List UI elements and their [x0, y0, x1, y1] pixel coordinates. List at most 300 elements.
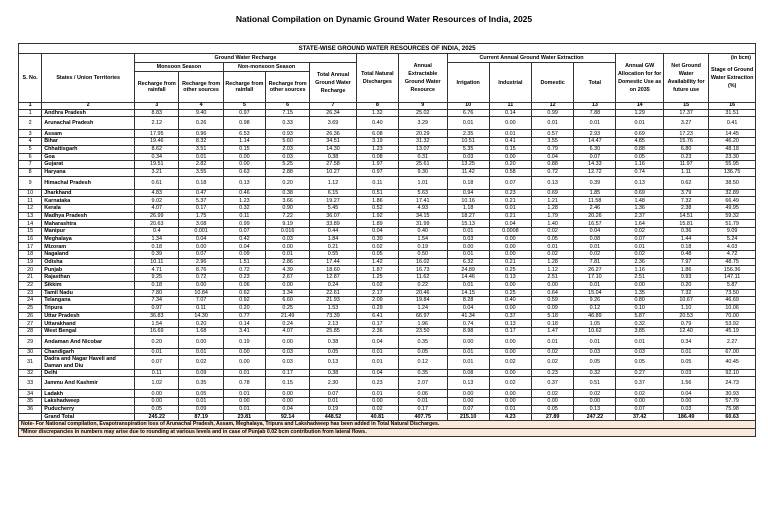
header-nonmonsoon: Non-monsoon Season [223, 63, 310, 72]
value-cell: 1.14 [223, 138, 265, 146]
value-cell: 0.39 [135, 251, 179, 259]
serial-cell: 14 [19, 220, 42, 228]
state-name-cell: Assam [42, 130, 135, 138]
value-cell: 0.07 [574, 153, 616, 161]
value-cell: 2.88 [266, 168, 310, 176]
serial-cell: 13 [19, 212, 42, 220]
value-cell: 14.45 [709, 130, 756, 138]
value-cell: 3.85 [616, 327, 664, 335]
value-cell: 0.17 [266, 369, 310, 377]
value-cell: 0.05 [616, 356, 664, 369]
value-cell: 66.49 [709, 197, 756, 205]
column-number: 6 [266, 103, 310, 110]
value-cell: 0.05 [399, 348, 448, 356]
value-cell: 0.01 [532, 335, 574, 348]
state-name-cell: Uttarakhand [42, 320, 135, 328]
value-cell: 0.18 [447, 176, 489, 189]
value-cell: 0.01 [356, 356, 398, 369]
value-cell: 23.50 [399, 327, 448, 335]
value-cell: 0.32 [574, 369, 616, 377]
value-cell: 23.30 [709, 153, 756, 161]
value-cell: 0.02 [356, 405, 398, 413]
value-cell: 16.73 [399, 266, 448, 274]
header-monsoon: Monsoon Season [135, 63, 224, 72]
state-name-cell: Ladakh [42, 390, 135, 398]
value-cell: 0.55 [310, 251, 356, 259]
value-cell: 0.04 [447, 304, 489, 312]
value-cell: 15.76 [663, 138, 708, 146]
value-cell: 5.35 [447, 145, 489, 153]
table-row [19, 109, 756, 117]
table-row [19, 390, 756, 398]
state-name-cell: West Bengal [42, 327, 135, 335]
state-name-cell: Punjab [42, 266, 135, 274]
value-cell: 0.35 [399, 335, 448, 348]
value-cell: 0.78 [223, 377, 265, 390]
value-cell: 3.19 [356, 138, 398, 146]
value-cell: 10.11 [135, 258, 179, 266]
value-cell: 5.25 [266, 161, 310, 169]
value-cell: 0.04 [356, 369, 398, 377]
state-name-cell: Arunachal Pradesh [42, 117, 135, 130]
table-row [19, 398, 756, 406]
value-cell: 0.18 [179, 176, 223, 189]
value-cell: 0.00 [266, 243, 310, 251]
value-cell: 1.23 [223, 197, 265, 205]
value-cell: 0.01 [223, 405, 265, 413]
table-row [19, 304, 756, 312]
value-cell: 0.18 [135, 281, 179, 289]
value-cell: 0.03 [447, 153, 489, 161]
value-cell: 14.33 [574, 161, 616, 169]
serial-cell: 22 [19, 281, 42, 289]
value-cell: 6.80 [663, 145, 708, 153]
value-cell: 0.52 [356, 204, 398, 212]
value-cell: 7.97 [663, 258, 708, 266]
value-cell: 31.51 [709, 109, 756, 117]
value-cell: 40.45 [709, 356, 756, 369]
value-cell: 0.01 [447, 228, 489, 236]
value-cell: 0.40 [356, 117, 398, 130]
value-cell: 147.11 [709, 274, 756, 282]
value-cell: 0.25 [266, 304, 310, 312]
table-row [19, 251, 756, 259]
value-cell: 0.14 [489, 109, 531, 117]
state-name-cell: Kerala [42, 204, 135, 212]
value-cell: 0.57 [532, 130, 574, 138]
value-cell: 73.50 [709, 289, 756, 297]
value-cell: 0.00 [489, 335, 531, 348]
value-cell: 11.97 [663, 161, 708, 169]
value-cell: 0.20 [663, 281, 708, 289]
value-cell: 2.46 [574, 204, 616, 212]
value-cell: 0.02 [356, 281, 398, 289]
serial-cell: 35 [19, 398, 42, 406]
value-cell: 0.19 [223, 335, 265, 348]
table-row [19, 204, 756, 212]
value-cell: 7.32 [663, 289, 708, 297]
value-cell: 0.07 [616, 235, 664, 243]
value-cell: 0.01 [447, 251, 489, 259]
grand-total-cell: 4.23 [489, 413, 531, 421]
value-cell: 1.12 [532, 266, 574, 274]
state-name-cell: Meghalaya [42, 235, 135, 243]
header-allocation: Annual GW Allocation for for Domestic Use as on 2035 [616, 54, 664, 103]
value-cell: 0.50 [399, 251, 448, 259]
value-cell: 34.15 [399, 212, 448, 220]
value-cell: 5.24 [709, 235, 756, 243]
value-cell: 0.64 [532, 289, 574, 297]
column-number: 11 [489, 103, 531, 110]
value-cell: 0.01 [489, 405, 531, 413]
value-cell: 8.28 [447, 297, 489, 305]
value-cell: 46.20 [709, 138, 756, 146]
value-cell: 7.15 [266, 109, 310, 117]
value-cell: 0.06 [399, 390, 448, 398]
value-cell: 0.38 [310, 369, 356, 377]
value-cell: 17.10 [574, 274, 616, 282]
value-cell: 0.02 [489, 377, 531, 390]
value-cell: 26.34 [310, 109, 356, 117]
table-row [19, 274, 756, 282]
value-cell: 10.27 [310, 168, 356, 176]
table-row [19, 235, 756, 243]
value-cell: 0.09 [223, 251, 265, 259]
value-cell: 36.83 [135, 312, 179, 320]
value-cell: 0.37 [489, 312, 531, 320]
value-cell: 0.30 [356, 235, 398, 243]
table-row [19, 243, 756, 251]
value-cell: 0.00 [135, 398, 179, 406]
serial-cell: 34 [19, 390, 42, 398]
value-cell: 0.03 [663, 369, 708, 377]
header-states: States / Union Territories [42, 54, 135, 103]
table-row [19, 153, 756, 161]
serial-cell: 36 [19, 405, 42, 413]
value-cell: 20.29 [399, 130, 448, 138]
value-cell: 0.00 [532, 281, 574, 289]
value-cell: 0.10 [616, 304, 664, 312]
header-nonmonsoon-rainfall: Recharge from rainfall [223, 72, 265, 103]
value-cell: 0.00 [489, 390, 531, 398]
serial-cell: 15 [19, 228, 42, 236]
serial-cell: 31 [19, 356, 42, 369]
grand-total-cell: 186.49 [663, 413, 708, 421]
value-cell: 0.00 [447, 243, 489, 251]
value-cell: 13.07 [399, 145, 448, 153]
value-cell: 2.38 [663, 204, 708, 212]
value-cell: 20.46 [399, 289, 448, 297]
serial-cell: 11 [19, 197, 42, 205]
value-cell: 0.00 [266, 335, 310, 348]
value-cell: 75.98 [709, 405, 756, 413]
value-cell: 0.03 [266, 356, 310, 369]
value-cell: 0.23 [489, 189, 531, 197]
value-cell: 0.00 [447, 335, 489, 348]
value-cell: 57.79 [709, 398, 756, 406]
value-cell: 9.26 [574, 297, 616, 305]
table-row [19, 212, 756, 220]
value-cell: 0.00 [489, 281, 531, 289]
value-cell: 0.00 [266, 398, 310, 406]
table-row [19, 228, 756, 236]
value-cell: 0.02 [356, 243, 398, 251]
value-cell: 0.13 [310, 356, 356, 369]
column-number: 10 [447, 103, 489, 110]
state-name-cell: Manipur [42, 228, 135, 236]
value-cell: 0.41 [709, 117, 756, 130]
value-cell: 0.07 [179, 251, 223, 259]
value-cell: 0.00 [266, 390, 310, 398]
value-cell: 2.03 [266, 145, 310, 153]
value-cell: 0.38 [266, 189, 310, 197]
value-cell: 10.16 [447, 197, 489, 205]
value-cell: 0.00 [489, 251, 531, 259]
serial-cell: 29 [19, 335, 42, 348]
value-cell: 1.40 [532, 220, 574, 228]
value-cell: 2.37 [616, 212, 664, 220]
table-container [18, 43, 756, 437]
value-cell: 0.17 [399, 405, 448, 413]
value-cell: 26.99 [135, 212, 179, 220]
value-cell: 0.00 [489, 348, 531, 356]
value-cell: 0.01 [266, 251, 310, 259]
value-cell: 0.62 [663, 176, 708, 189]
header-monsoon-other: Recharge from other sources [179, 72, 223, 103]
table-row [19, 176, 756, 189]
value-cell: 16.57 [574, 220, 616, 228]
value-cell: 1.54 [399, 235, 448, 243]
value-cell: 0.33 [266, 117, 310, 130]
value-cell: 0.05 [135, 405, 179, 413]
value-cell: 6.60 [266, 297, 310, 305]
value-cell: 0.11 [356, 176, 398, 189]
header-irrigation: Irrigation [447, 63, 489, 103]
value-cell: 0.12 [574, 304, 616, 312]
value-cell: 0.93 [266, 130, 310, 138]
serial-cell: 10 [19, 189, 42, 197]
value-cell: 6.30 [574, 145, 616, 153]
value-cell: 3.29 [399, 117, 448, 130]
value-cell: 0.01 [616, 335, 664, 348]
value-cell: 0.02 [574, 251, 616, 259]
state-name-cell: Delhi [42, 369, 135, 377]
value-cell: 1.54 [135, 320, 179, 328]
grand-total-cell: 245.22 [135, 413, 179, 421]
value-cell: 0.74 [447, 320, 489, 328]
value-cell: 0.99 [532, 109, 574, 117]
value-cell: 0.15 [266, 377, 310, 390]
table-row [19, 138, 756, 146]
value-cell: 0.02 [532, 348, 574, 356]
value-cell: 20.26 [574, 212, 616, 220]
value-cell: 0.01 [489, 204, 531, 212]
value-cell: 17.41 [399, 197, 448, 205]
value-cell: 0.36 [663, 228, 708, 236]
value-cell: 0.00 [266, 281, 310, 289]
value-cell: 0.00 [489, 304, 531, 312]
value-cell: 0.27 [616, 369, 664, 377]
value-cell: 1.28 [532, 258, 574, 266]
table-row [19, 189, 756, 197]
value-cell: 0.72 [179, 274, 223, 282]
column-number: 1 [19, 103, 42, 110]
value-cell: 49.95 [709, 204, 756, 212]
note-row [19, 421, 756, 429]
value-cell: 25.61 [399, 161, 448, 169]
table-row [19, 289, 756, 297]
value-cell: 24.73 [709, 377, 756, 390]
serial-cell: 25 [19, 304, 42, 312]
value-cell: 0.77 [223, 312, 265, 320]
value-cell: 0.01 [616, 243, 664, 251]
value-cell: 0.01 [179, 348, 223, 356]
table-caption: STATE-WISE GROUND WATER RESOURCES OF INDIA, 2025 [298, 45, 476, 52]
value-cell: 6.32 [447, 258, 489, 266]
value-cell: 36.07 [310, 212, 356, 220]
value-cell: 12.72 [574, 168, 616, 176]
value-cell: 73.39 [310, 312, 356, 320]
column-number: 13 [574, 103, 616, 110]
value-cell: 0.72 [223, 266, 265, 274]
table-row [19, 281, 756, 289]
serial-cell: 16 [19, 235, 42, 243]
value-cell: 0.01 [135, 348, 179, 356]
value-cell: 0.72 [532, 168, 574, 176]
value-cell: 0.01 [447, 117, 489, 130]
value-cell: 22.61 [310, 289, 356, 297]
value-cell: 0.016 [266, 228, 310, 236]
grand-total-cell: 247.22 [574, 413, 616, 421]
value-cell: 11.62 [399, 274, 448, 282]
value-cell: 0.44 [310, 228, 356, 236]
value-cell: 0.13 [447, 377, 489, 390]
value-cell: 0.02 [532, 251, 574, 259]
state-name-cell: Mizoram [42, 243, 135, 251]
value-cell: 55.95 [709, 161, 756, 169]
value-cell: 8.32 [179, 138, 223, 146]
value-cell: 0.01 [489, 130, 531, 138]
value-cell: 0.01 [574, 117, 616, 130]
value-cell: 3.41 [223, 327, 265, 335]
header-current-extraction: Current Annual Ground Water Extraction [447, 54, 616, 63]
value-cell: 4.71 [135, 266, 179, 274]
value-cell: 0.00 [179, 281, 223, 289]
value-cell: 7.07 [179, 297, 223, 305]
value-cell: 0.01 [223, 390, 265, 398]
value-cell: 0.00 [489, 153, 531, 161]
value-cell: 20.53 [663, 312, 708, 320]
value-cell: 0.35 [179, 377, 223, 390]
value-cell: 1.24 [399, 304, 448, 312]
value-cell: 0.17 [489, 327, 531, 335]
value-cell: 59.32 [709, 212, 756, 220]
value-cell: 9.19 [266, 220, 310, 228]
value-cell: 0.59 [532, 297, 574, 305]
state-name-cell: Rajasthan [42, 274, 135, 282]
value-cell: 2.13 [310, 320, 356, 328]
value-cell: 0.79 [663, 320, 708, 328]
value-cell: 13.25 [447, 161, 489, 169]
value-cell: 3.08 [179, 220, 223, 228]
value-cell: 0.02 [179, 356, 223, 369]
value-cell: 0.03 [266, 348, 310, 356]
value-cell: 0.03 [266, 153, 310, 161]
value-cell: 2.86 [266, 258, 310, 266]
value-cell: 2.09 [356, 297, 398, 305]
value-cell: 17.37 [663, 109, 708, 117]
value-cell: 0.25 [489, 266, 531, 274]
serial-cell: 27 [19, 320, 42, 328]
state-name-cell: Jharkhand [42, 189, 135, 197]
value-cell: 1.34 [135, 235, 179, 243]
grand-total-row [19, 413, 756, 421]
value-cell: 3.55 [179, 168, 223, 176]
value-cell: 0.03 [447, 235, 489, 243]
value-cell: 0.07 [310, 390, 356, 398]
state-name-cell: Uttar Pradesh [42, 312, 135, 320]
value-cell: 46.69 [709, 297, 756, 305]
value-cell: 0.13 [616, 176, 664, 189]
value-cell: 0.34 [663, 335, 708, 348]
value-cell: 26.36 [310, 130, 356, 138]
value-cell: 0.90 [266, 204, 310, 212]
value-cell: 0.01 [179, 398, 223, 406]
value-cell: 12.40 [663, 327, 708, 335]
value-cell: 2.51 [616, 274, 664, 282]
value-cell: 32.89 [709, 189, 756, 197]
value-cell: 0.26 [179, 117, 223, 130]
value-cell: 0.06 [223, 281, 265, 289]
value-cell: 53.92 [709, 320, 756, 328]
column-number: 7 [310, 103, 356, 110]
value-cell: 0.47 [179, 189, 223, 197]
state-name-cell: Tamil Nadu [42, 289, 135, 297]
grand-total-label: Grand Total [42, 413, 135, 421]
value-cell: 0.02 [574, 390, 616, 398]
table-row [19, 145, 756, 153]
value-cell: 4.72 [709, 251, 756, 259]
serial-cell: 2 [19, 117, 42, 130]
value-cell: 0.07 [447, 405, 489, 413]
value-cell: 0.05 [532, 235, 574, 243]
value-cell: 1.47 [532, 327, 574, 335]
value-cell: 0.13 [489, 320, 531, 328]
serial-cell: 24 [19, 297, 42, 305]
value-cell: 3.69 [310, 117, 356, 130]
value-cell: 2.82 [179, 161, 223, 169]
value-cell: 18.60 [310, 266, 356, 274]
value-cell: 0.09 [179, 369, 223, 377]
value-cell: 17.95 [135, 130, 179, 138]
state-name-cell: Sikkim [42, 281, 135, 289]
value-cell: 2.17 [356, 289, 398, 297]
value-cell: 21.49 [266, 312, 310, 320]
serial-cell: 33 [19, 377, 42, 390]
value-cell: 5.45 [310, 204, 356, 212]
state-name-cell: Lakshadweep [42, 398, 135, 406]
value-cell: 38.50 [709, 176, 756, 189]
grand-total-cell: 60.63 [709, 413, 756, 421]
value-cell: 0.02 [532, 228, 574, 236]
value-cell: 0.18 [135, 243, 179, 251]
value-cell: 46.89 [574, 312, 616, 320]
note-row [19, 429, 756, 437]
value-cell: 0.00 [447, 390, 489, 398]
value-cell: 19.27 [310, 197, 356, 205]
grand-total-cell [19, 413, 42, 421]
value-cell: 14.46 [447, 274, 489, 282]
